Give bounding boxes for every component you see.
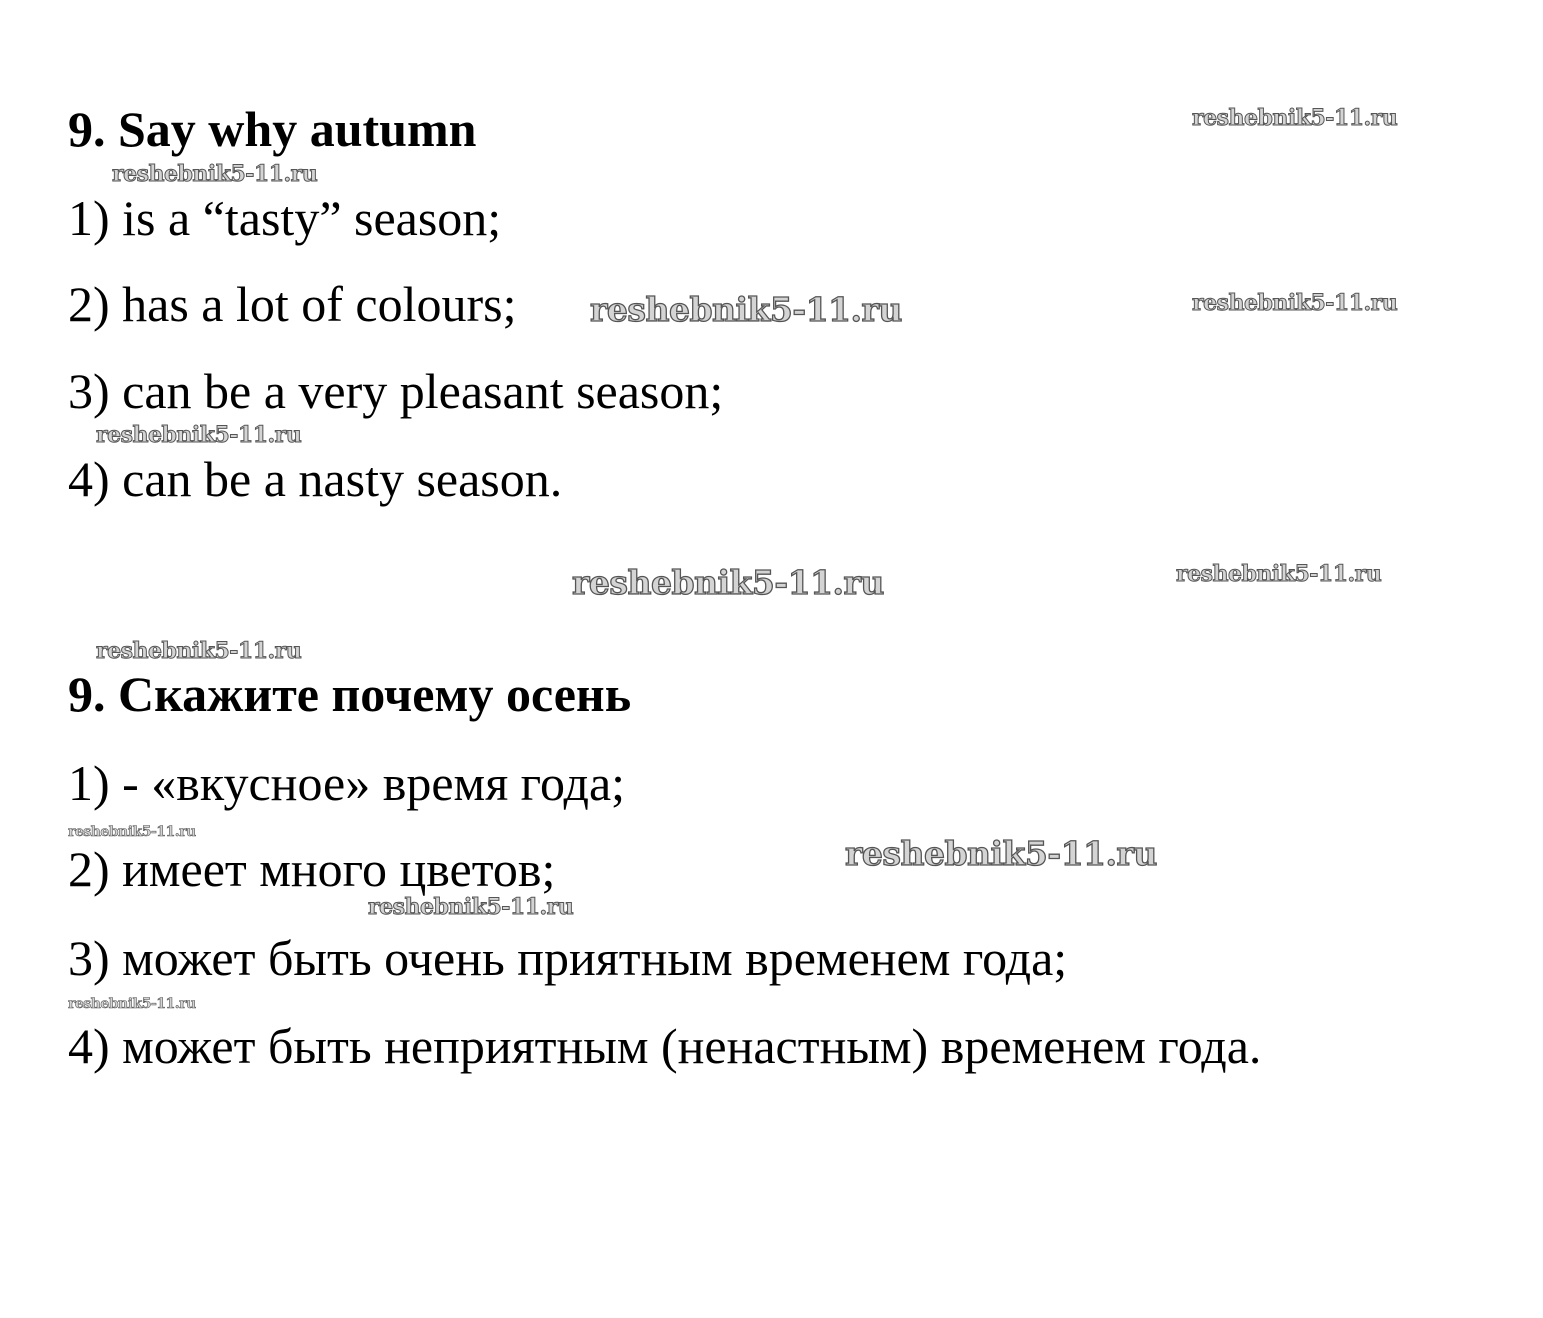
- watermark: reshebnik5-11.ru: [96, 422, 302, 448]
- english-item-1: 1) is a “tasty” season;: [68, 190, 502, 246]
- watermark: reshebnik5-11.ru: [368, 894, 574, 920]
- watermark: reshebnik5-11.ru: [1176, 561, 1382, 587]
- watermark: reshebnik5-11.ru: [1192, 290, 1398, 316]
- russian-item-3: 3) может быть очень приятным временем года;: [68, 930, 1068, 986]
- russian-heading: 9. Скажите почему осень: [68, 666, 632, 722]
- watermark: reshebnik5-11.ru: [1192, 105, 1398, 131]
- english-item-4: 4) can be a nasty season.: [68, 451, 563, 507]
- watermark: reshebnik5-11.ru: [96, 638, 302, 664]
- russian-item-2: 2) имеет много цветов;: [68, 841, 556, 897]
- russian-item-4: 4) может быть неприятным (ненастным) временем года.: [68, 1018, 1262, 1074]
- watermark: reshebnik5-11.ru: [845, 834, 1157, 873]
- watermark: reshebnik5-11.ru: [68, 824, 196, 840]
- watermark: reshebnik5-11.ru: [572, 563, 884, 602]
- watermark: reshebnik5-11.ru: [68, 996, 196, 1012]
- watermark: reshebnik5-11.ru: [112, 161, 318, 187]
- english-item-3: 3) can be a very pleasant season;: [68, 363, 724, 419]
- russian-item-1: 1) - «вкусное» время года;: [68, 755, 626, 811]
- watermark: reshebnik5-11.ru: [590, 290, 902, 329]
- english-heading: 9. Say why autumn: [68, 101, 477, 157]
- english-item-2: 2) has a lot of colours;: [68, 276, 517, 332]
